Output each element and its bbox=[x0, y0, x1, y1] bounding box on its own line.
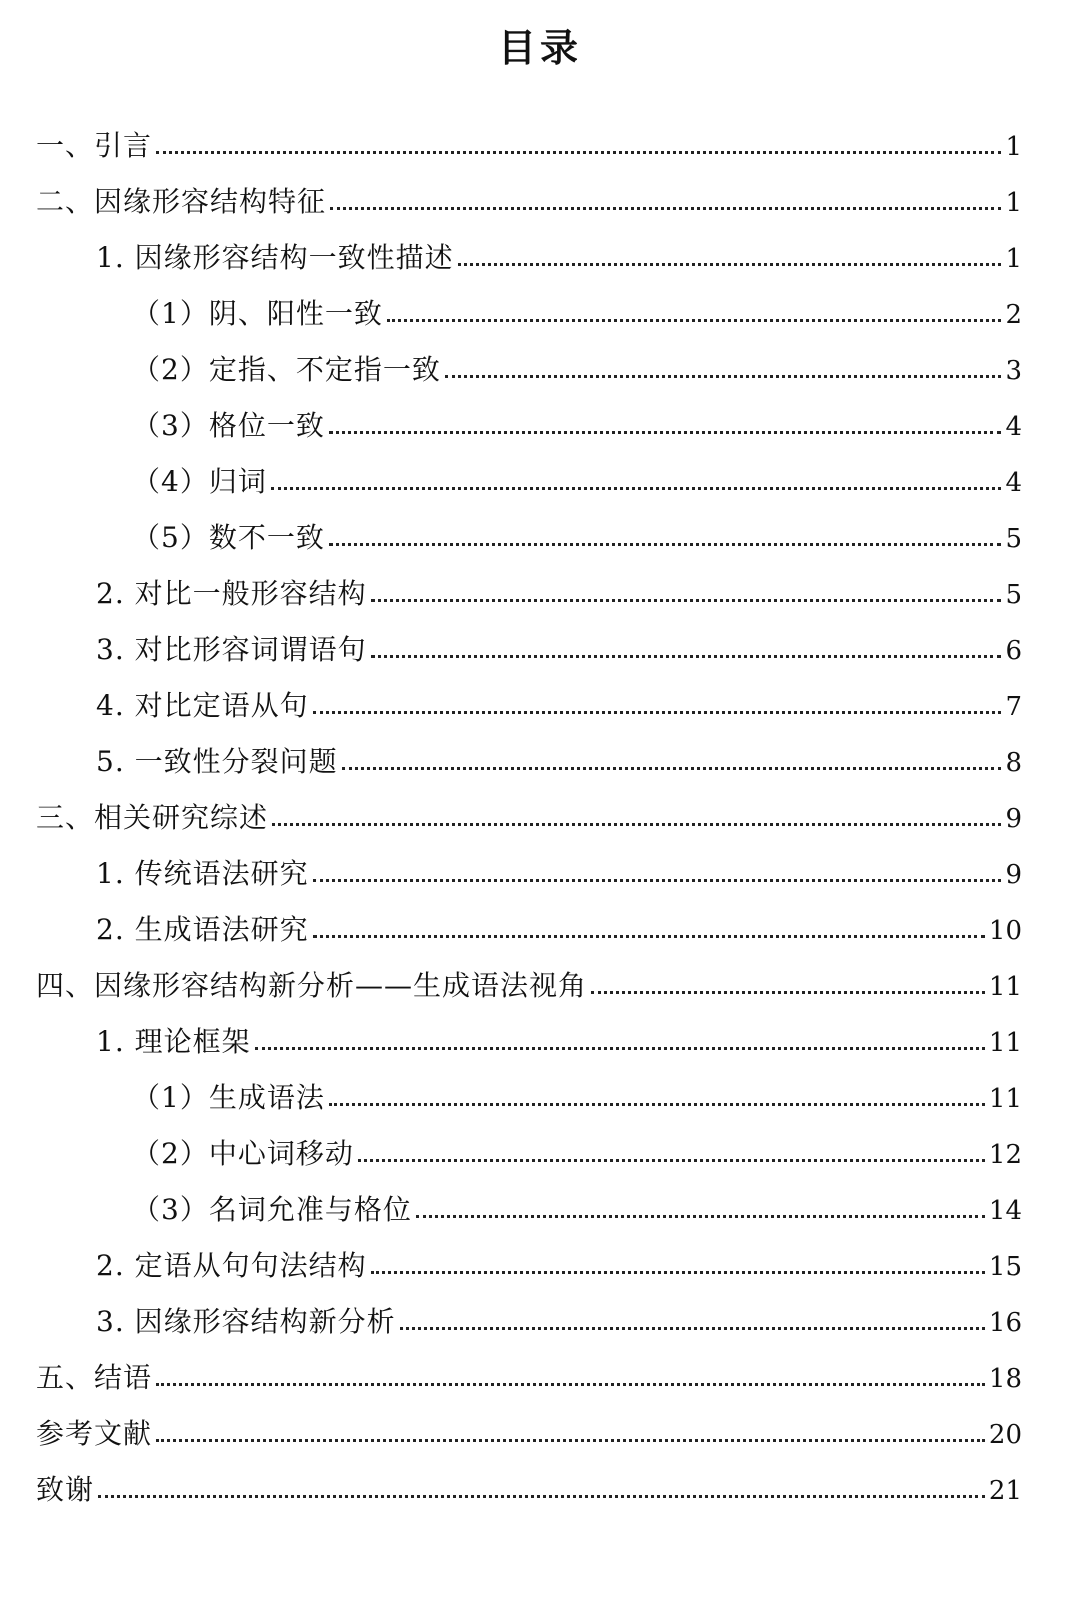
toc-page-number: 7 bbox=[1005, 692, 1022, 722]
toc-page-number: 9 bbox=[1005, 860, 1022, 890]
toc-entry-label: （3）格位一致 bbox=[132, 409, 325, 442]
toc-entry[interactable] bbox=[36, 172, 1022, 216]
toc-page-number: 4 bbox=[1005, 412, 1022, 442]
toc-page-number: 6 bbox=[1005, 636, 1022, 666]
toc-entry[interactable] bbox=[96, 564, 1022, 608]
toc-dot-leader bbox=[272, 823, 1001, 826]
toc-entry[interactable] bbox=[132, 1124, 1022, 1168]
toc-entry[interactable] bbox=[132, 284, 1022, 328]
toc-entry[interactable] bbox=[132, 452, 1022, 496]
toc-page-number: 3 bbox=[1005, 356, 1022, 386]
toc-entry-label: 2. 生成语法研究 bbox=[96, 913, 309, 946]
toc-dot-leader bbox=[371, 1271, 985, 1274]
toc-page-number: 12 bbox=[988, 1140, 1022, 1170]
toc-entry[interactable] bbox=[96, 732, 1022, 776]
toc-entry-label: 五、结语 bbox=[36, 1361, 153, 1394]
toc-dot-leader bbox=[387, 319, 1002, 322]
toc-page-number: 1 bbox=[1005, 244, 1022, 274]
toc-dot-leader bbox=[458, 263, 1002, 266]
toc-entry-label: 2. 对比一般形容结构 bbox=[96, 577, 367, 610]
toc-entry-label: 二、因缘形容结构特征 bbox=[36, 185, 327, 218]
toc-page-number: 16 bbox=[988, 1308, 1022, 1338]
toc-dot-leader bbox=[342, 767, 1002, 770]
toc-entry-label: 参考文献 bbox=[36, 1417, 153, 1450]
toc-dot-leader bbox=[330, 207, 1001, 210]
toc-dot-leader bbox=[156, 151, 1001, 154]
toc-entry-label: 致谢 bbox=[36, 1473, 95, 1506]
toc-entry-label: （5）数不一致 bbox=[132, 521, 325, 554]
toc-page-number: 11 bbox=[988, 1084, 1022, 1114]
toc-page-number: 5 bbox=[1005, 580, 1022, 610]
toc-entry[interactable] bbox=[96, 1236, 1022, 1280]
toc-dot-leader bbox=[313, 879, 1002, 882]
toc-page-number: 9 bbox=[1005, 804, 1022, 834]
toc-dot-leader bbox=[313, 711, 1002, 714]
toc-entry[interactable] bbox=[132, 396, 1022, 440]
toc-entry-label: 4. 对比定语从句 bbox=[96, 689, 309, 722]
toc-entry[interactable] bbox=[36, 1348, 1022, 1392]
toc-entry-label: 3. 因缘形容结构新分析 bbox=[96, 1305, 396, 1338]
toc-entry[interactable] bbox=[96, 844, 1022, 888]
toc-page-number: 1 bbox=[1005, 132, 1022, 162]
toc-dot-leader bbox=[445, 375, 1002, 378]
toc-dot-leader bbox=[271, 487, 1002, 490]
toc-entry[interactable] bbox=[96, 620, 1022, 664]
toc-entry-label: 一、引言 bbox=[36, 129, 153, 162]
toc-page-number: 21 bbox=[988, 1476, 1022, 1506]
toc-entry[interactable] bbox=[132, 1180, 1022, 1224]
toc-dot-leader bbox=[313, 935, 985, 938]
toc-page-number: 8 bbox=[1005, 748, 1022, 778]
toc-page-number: 10 bbox=[988, 916, 1022, 946]
toc-entry-label: 三、相关研究综述 bbox=[36, 801, 269, 834]
toc-page-number: 20 bbox=[988, 1420, 1022, 1450]
toc-dot-leader bbox=[358, 1159, 985, 1162]
toc-entry[interactable] bbox=[132, 508, 1022, 552]
toc-entry-label: （3）名词允准与格位 bbox=[132, 1193, 412, 1226]
toc-entry[interactable] bbox=[36, 788, 1022, 832]
toc-entry-label: （1）阴、阳性一致 bbox=[132, 297, 383, 330]
toc-page-number: 15 bbox=[988, 1252, 1022, 1282]
toc-entry-label: （2）定指、不定指一致 bbox=[132, 353, 441, 386]
toc-entry[interactable] bbox=[132, 340, 1022, 384]
toc-page-number: 5 bbox=[1005, 524, 1022, 554]
toc-dot-leader bbox=[255, 1047, 985, 1050]
toc-dot-leader bbox=[156, 1439, 985, 1442]
toc-dot-leader bbox=[371, 655, 1002, 658]
toc-entry-label: 四、因缘形容结构新分析——生成语法视角 bbox=[36, 969, 588, 1002]
toc-dot-leader bbox=[329, 543, 1002, 546]
toc-page-number: 14 bbox=[988, 1196, 1022, 1226]
toc-dot-leader bbox=[400, 1327, 985, 1330]
toc-entry-label: 5. 一致性分裂问题 bbox=[96, 745, 338, 778]
toc-entry-label: 1. 因缘形容结构一致性描述 bbox=[96, 241, 454, 274]
toc-entry-label: 2. 定语从句句法结构 bbox=[96, 1249, 367, 1282]
toc-entry[interactable] bbox=[96, 228, 1022, 272]
toc-entry[interactable] bbox=[96, 900, 1022, 944]
toc-page-number: 18 bbox=[988, 1364, 1022, 1394]
toc-entry[interactable] bbox=[132, 1068, 1022, 1112]
toc-entry[interactable] bbox=[36, 1460, 1022, 1504]
toc-entry-label: 1. 传统语法研究 bbox=[96, 857, 309, 890]
toc-entry[interactable] bbox=[36, 956, 1022, 1000]
toc-entry[interactable] bbox=[36, 1404, 1022, 1448]
toc-entry-label: （4）归词 bbox=[132, 465, 267, 498]
toc-page-number: 11 bbox=[988, 972, 1022, 1002]
toc-entry[interactable] bbox=[96, 1012, 1022, 1056]
toc-dot-leader bbox=[416, 1215, 985, 1218]
toc-entry-label: （2）中心词移动 bbox=[132, 1137, 354, 1170]
toc-page-number: 11 bbox=[988, 1028, 1022, 1058]
toc-entry[interactable] bbox=[96, 676, 1022, 720]
toc-dot-leader bbox=[156, 1383, 985, 1386]
toc-dot-leader bbox=[329, 431, 1002, 434]
toc-entry-label: 1. 理论框架 bbox=[96, 1025, 251, 1058]
toc-entry[interactable] bbox=[36, 116, 1022, 160]
toc-dot-leader bbox=[329, 1103, 985, 1106]
toc-entry-label: 3. 对比形容词谓语句 bbox=[96, 633, 367, 666]
toc-dot-leader bbox=[98, 1495, 985, 1498]
toc-title: 目录 bbox=[497, 26, 582, 70]
toc-dot-leader bbox=[591, 991, 985, 994]
toc-page-number: 4 bbox=[1005, 468, 1022, 498]
toc-page-number: 1 bbox=[1005, 188, 1022, 218]
toc-dot-leader bbox=[371, 599, 1002, 602]
toc-entry[interactable] bbox=[96, 1292, 1022, 1336]
toc-entry-label: （1）生成语法 bbox=[132, 1081, 325, 1114]
toc-page-number: 2 bbox=[1005, 300, 1022, 330]
